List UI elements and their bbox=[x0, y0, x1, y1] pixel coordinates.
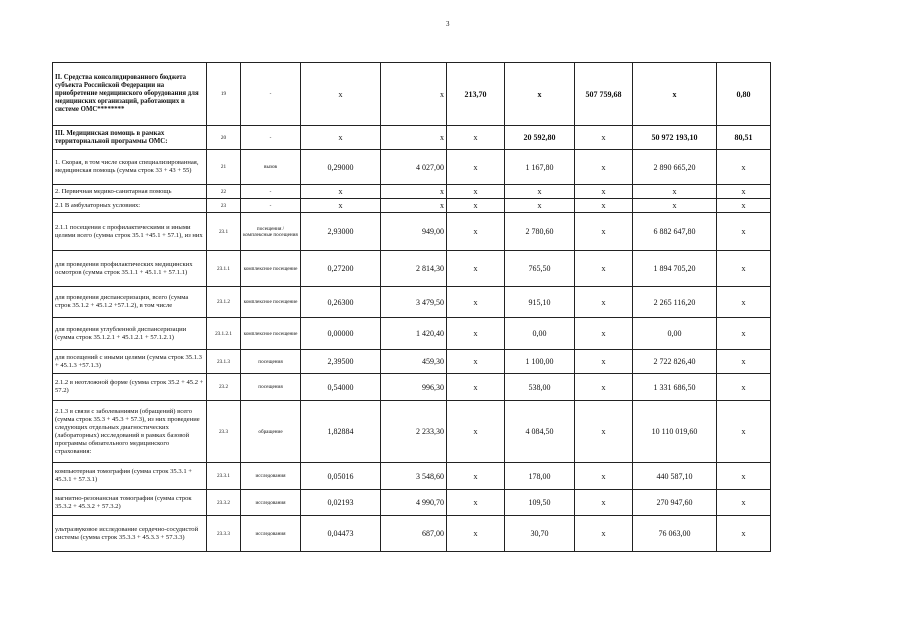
row-col5: 996,30 bbox=[381, 374, 447, 401]
row-col4: 0,02193 bbox=[301, 490, 381, 516]
row-col4: х bbox=[301, 185, 381, 199]
row-col10: х bbox=[717, 251, 771, 287]
row-name: компьютерная томография (сумма строк 35.3.1 + 45.3.1 + 57.3.1) bbox=[53, 463, 207, 490]
table-row bbox=[53, 374, 771, 401]
row-col4: 0,26300 bbox=[301, 287, 381, 318]
row-col6: х bbox=[447, 350, 505, 374]
row-unit: - bbox=[241, 63, 301, 126]
row-unit: комплексное посещение bbox=[241, 287, 301, 318]
row-col7: 1 100,00 bbox=[505, 350, 575, 374]
row-col8: х bbox=[575, 185, 633, 199]
row-unit: комплексное посещение bbox=[241, 318, 301, 350]
row-col8: х bbox=[575, 490, 633, 516]
row-col4: 2,93000 bbox=[301, 213, 381, 251]
row-col5: 687,00 bbox=[381, 516, 447, 552]
row-unit: комплексное посещение bbox=[241, 251, 301, 287]
row-col5: 4 027,00 bbox=[381, 150, 447, 185]
row-col6: х bbox=[447, 490, 505, 516]
row-code: 21 bbox=[207, 150, 241, 185]
row-name: для проведения углубленной диспансеризации (сумма строк 35.1.2.1 + 45.1.2.1 + 57.1.2.1) bbox=[53, 318, 207, 350]
row-col5: 2 814,30 bbox=[381, 251, 447, 287]
row-col9: 2 890 665,20 bbox=[633, 150, 717, 185]
row-name: III. Медицинская помощь в рамках территориальной программы ОМС: bbox=[53, 126, 207, 150]
row-col9: х bbox=[633, 63, 717, 126]
row-col4: 1,82884 bbox=[301, 401, 381, 463]
row-col10: х bbox=[717, 150, 771, 185]
row-col5: 3 548,60 bbox=[381, 463, 447, 490]
row-col7: х bbox=[505, 185, 575, 199]
row-col10: х bbox=[717, 463, 771, 490]
row-unit: посещения bbox=[241, 350, 301, 374]
row-col4: 2,39500 bbox=[301, 350, 381, 374]
row-col5: 3 479,50 bbox=[381, 287, 447, 318]
row-code: 23.2 bbox=[207, 374, 241, 401]
row-col4: х bbox=[301, 126, 381, 150]
table-row bbox=[53, 63, 771, 126]
row-unit: - bbox=[241, 199, 301, 213]
row-col7: 1 167,80 bbox=[505, 150, 575, 185]
row-col5: х bbox=[381, 199, 447, 213]
row-col9: 50 972 193,10 bbox=[633, 126, 717, 150]
row-col8: х bbox=[575, 516, 633, 552]
row-col8: х bbox=[575, 199, 633, 213]
row-name: магнитно-резонансная томография (сумма строк 35.3.2 + 45.3.2 + 57.3.2) bbox=[53, 490, 207, 516]
row-code: 20 bbox=[207, 126, 241, 150]
row-col9: 6 882 647,80 bbox=[633, 213, 717, 251]
page-number: 3 bbox=[446, 20, 450, 28]
row-unit: обращение bbox=[241, 401, 301, 463]
row-col8: 507 759,68 bbox=[575, 63, 633, 126]
row-col7: 2 780,60 bbox=[505, 213, 575, 251]
row-col9: х bbox=[633, 185, 717, 199]
row-col9: 270 947,60 bbox=[633, 490, 717, 516]
row-col9: 1 894 705,20 bbox=[633, 251, 717, 287]
row-col7: 0,00 bbox=[505, 318, 575, 350]
row-col6: х bbox=[447, 374, 505, 401]
row-col8: х bbox=[575, 213, 633, 251]
row-col6: х bbox=[447, 516, 505, 552]
row-col7: х bbox=[505, 199, 575, 213]
row-col9: 0,00 bbox=[633, 318, 717, 350]
row-unit: - bbox=[241, 126, 301, 150]
row-col9: 10 110 019,60 bbox=[633, 401, 717, 463]
row-col4: 0,54000 bbox=[301, 374, 381, 401]
row-name: 2.1 В амбулаторных условиях: bbox=[53, 199, 207, 213]
row-unit: - bbox=[241, 185, 301, 199]
row-code: 23.1.2 bbox=[207, 287, 241, 318]
row-code: 19 bbox=[207, 63, 241, 126]
row-col10: х bbox=[717, 213, 771, 251]
row-col7: 4 084,50 bbox=[505, 401, 575, 463]
row-name: 2.1.2 в неотложной форме (сумма строк 35.2 + 45.2 + 57.2) bbox=[53, 374, 207, 401]
row-col8: х bbox=[575, 401, 633, 463]
row-col5: 459,30 bbox=[381, 350, 447, 374]
row-col9: 440 587,10 bbox=[633, 463, 717, 490]
row-col9: 2 722 826,40 bbox=[633, 350, 717, 374]
row-col7: 178,00 bbox=[505, 463, 575, 490]
row-col6: х bbox=[447, 150, 505, 185]
row-col10: х bbox=[717, 350, 771, 374]
row-col10: х bbox=[717, 318, 771, 350]
row-col8: х bbox=[575, 374, 633, 401]
row-col10: 0,80 bbox=[717, 63, 771, 126]
row-name: для посещений с иными целями (сумма строк 35.1.3 + 45.1.3 +57.1.3) bbox=[53, 350, 207, 374]
row-col7: 765,50 bbox=[505, 251, 575, 287]
row-col6: х bbox=[447, 185, 505, 199]
table-row bbox=[53, 126, 771, 150]
row-code: 23.1.1 bbox=[207, 251, 241, 287]
row-col6: х bbox=[447, 401, 505, 463]
table-row bbox=[53, 350, 771, 374]
row-name: для проведения диспансеризации, всего (сумма строк 35.1.2 + 45.1.2 +57.1.2), в том числе bbox=[53, 287, 207, 318]
table-body bbox=[53, 63, 771, 552]
row-col10: х bbox=[717, 401, 771, 463]
row-unit: вызов bbox=[241, 150, 301, 185]
row-code: 23.1.2.1 bbox=[207, 318, 241, 350]
row-code: 23.3.2 bbox=[207, 490, 241, 516]
row-col10: х bbox=[717, 185, 771, 199]
row-col4: 0,27200 bbox=[301, 251, 381, 287]
row-col7: 30,70 bbox=[505, 516, 575, 552]
row-col8: х bbox=[575, 251, 633, 287]
row-col8: х bbox=[575, 463, 633, 490]
row-col6: х bbox=[447, 463, 505, 490]
table-row bbox=[53, 199, 771, 213]
row-col8: х bbox=[575, 150, 633, 185]
table-row bbox=[53, 516, 771, 552]
row-col6: х bbox=[447, 199, 505, 213]
row-col7: х bbox=[505, 63, 575, 126]
row-col6: 213,70 bbox=[447, 63, 505, 126]
row-unit: посещения bbox=[241, 374, 301, 401]
row-col4: х bbox=[301, 199, 381, 213]
row-col10: х bbox=[717, 287, 771, 318]
row-col10: х bbox=[717, 374, 771, 401]
row-code: 23.3.3 bbox=[207, 516, 241, 552]
row-code: 23.3 bbox=[207, 401, 241, 463]
row-col8: х bbox=[575, 350, 633, 374]
row-col9: х bbox=[633, 199, 717, 213]
row-col6: х bbox=[447, 126, 505, 150]
table-row bbox=[53, 150, 771, 185]
row-unit: исследования bbox=[241, 463, 301, 490]
row-col5: 2 233,30 bbox=[381, 401, 447, 463]
row-name: для проведения профилактических медицинских осмотров (сумма строк 35.1.1 + 45.1.1 + 57.1.1) bbox=[53, 251, 207, 287]
row-col5: х bbox=[381, 63, 447, 126]
row-col6: х bbox=[447, 251, 505, 287]
row-col10: х bbox=[717, 199, 771, 213]
row-col10: х bbox=[717, 516, 771, 552]
row-col5: х bbox=[381, 126, 447, 150]
row-col4: 0,04473 bbox=[301, 516, 381, 552]
row-col4: 0,05016 bbox=[301, 463, 381, 490]
row-col8: х bbox=[575, 126, 633, 150]
table-row bbox=[53, 251, 771, 287]
program-table bbox=[52, 62, 771, 552]
row-code: 23.3.1 bbox=[207, 463, 241, 490]
table-row bbox=[53, 287, 771, 318]
row-name: II. Средства консолидированного бюджета субъекта Российской Федерации на приобретение медицинского оборудования для медицинских организаций, работающих в системе ОМС******** bbox=[53, 63, 207, 126]
row-col5: 4 990,70 bbox=[381, 490, 447, 516]
table-row bbox=[53, 213, 771, 251]
row-col5: х bbox=[381, 185, 447, 199]
row-col10: х bbox=[717, 490, 771, 516]
row-code: 23 bbox=[207, 199, 241, 213]
row-name: 1. Скорая, в том числе скорая специализированная, медицинская помощь (сумма строк 33 + 43 + 55) bbox=[53, 150, 207, 185]
row-col4: х bbox=[301, 63, 381, 126]
row-code: 23.1 bbox=[207, 213, 241, 251]
row-col6: х bbox=[447, 213, 505, 251]
table-row bbox=[53, 318, 771, 350]
row-col7: 538,00 bbox=[505, 374, 575, 401]
row-code: 23.1.3 bbox=[207, 350, 241, 374]
row-code: 22 bbox=[207, 185, 241, 199]
row-col7: 915,10 bbox=[505, 287, 575, 318]
row-col10: 80,51 bbox=[717, 126, 771, 150]
row-col8: х bbox=[575, 287, 633, 318]
row-col7: 109,50 bbox=[505, 490, 575, 516]
table-row bbox=[53, 463, 771, 490]
table-row bbox=[53, 401, 771, 463]
row-unit: исследования bbox=[241, 490, 301, 516]
row-name: ультразвуковое исследование сердечно-сосудистой системы (сумма строк 35.3.3 + 45.3.3 + 57.3.3) bbox=[53, 516, 207, 552]
row-col5: 949,00 bbox=[381, 213, 447, 251]
row-unit: исследования bbox=[241, 516, 301, 552]
row-col5: 1 420,40 bbox=[381, 318, 447, 350]
row-col7: 20 592,80 bbox=[505, 126, 575, 150]
row-name: 2.1.1 посещения с профилактическими и иными целями всего (сумма строк 35.1 +45.1 + 57.1), из них bbox=[53, 213, 207, 251]
row-name: 2.1.3 в связи с заболеваниями (обращений) всего (сумма строк 35.3 + 45.3 + 57.3), из них проведение следующих отдельных диагностических (лабораторных) исследований в рамках базовой программы обязательного медицинского страхования: bbox=[53, 401, 207, 463]
row-col4: 0,00000 bbox=[301, 318, 381, 350]
row-col9: 76 063,00 bbox=[633, 516, 717, 552]
row-col8: х bbox=[575, 318, 633, 350]
row-unit: посещения / комплексные посещения bbox=[241, 213, 301, 251]
row-col6: х bbox=[447, 287, 505, 318]
row-col6: х bbox=[447, 318, 505, 350]
table-row bbox=[53, 185, 771, 199]
row-name: 2. Первичная медико-санитарная помощь bbox=[53, 185, 207, 199]
row-col4: 0,29000 bbox=[301, 150, 381, 185]
row-col9: 2 265 116,20 bbox=[633, 287, 717, 318]
table-row bbox=[53, 490, 771, 516]
row-col9: 1 331 686,50 bbox=[633, 374, 717, 401]
